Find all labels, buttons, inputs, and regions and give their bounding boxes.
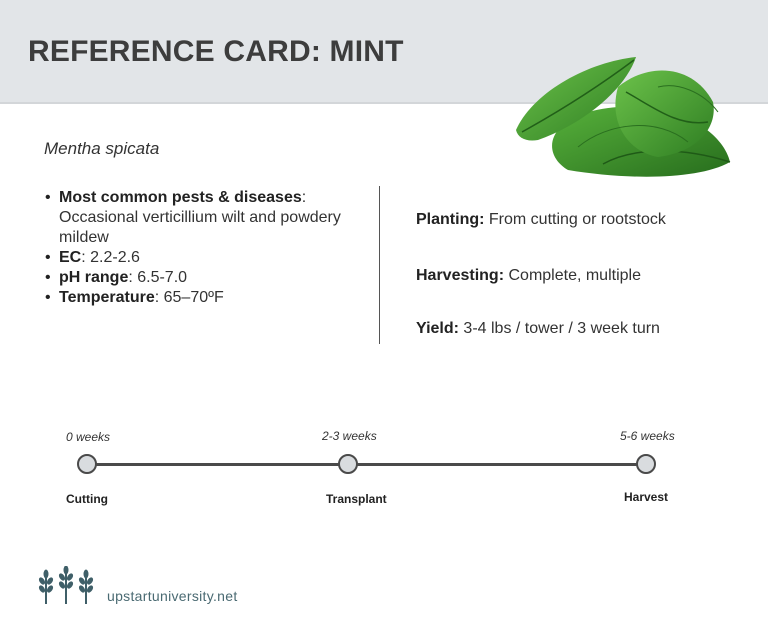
column-divider (379, 186, 380, 344)
ph-value: 6.5-7.0 (137, 269, 188, 286)
timeline-line (87, 463, 647, 466)
timeline-weeks-middle: 2-3 weeks (322, 429, 377, 443)
temperature-value: 65–70ºF (163, 289, 224, 306)
planting-value: From cutting or rootstock (488, 211, 666, 228)
timeline-weeks-end: 5-6 weeks (620, 429, 675, 443)
yield-label: Yield: (416, 320, 459, 337)
harvesting-info (416, 265, 686, 286)
ec-value: 2.2-2.6 (90, 249, 140, 266)
timeline-dot-start (77, 454, 97, 474)
harvesting-value: Complete, multiple (508, 267, 641, 284)
planting-label: Planting: (416, 211, 485, 228)
pests-value: Occasional verticillium wilt and powdery mildew (59, 209, 341, 246)
list-item-ec: • EC: 2.2-2.6 (44, 248, 344, 268)
temperature-label: Temperature (59, 289, 155, 306)
timeline-dot-middle (338, 454, 358, 474)
ph-label: pH range (59, 269, 129, 286)
website-link[interactable]: upstartuniversity.net (107, 588, 238, 604)
timeline-dot-end (636, 454, 656, 474)
timeline-stage-middle: Transplant (326, 492, 387, 506)
yield-info (416, 318, 686, 339)
list-item-temperature: • Temperature: 65–70ºF (44, 288, 344, 308)
list-item-ph: • pH range: 6.5-7.0 (44, 268, 344, 288)
pests-label: Most common pests & diseases (59, 189, 302, 206)
timeline-weeks-start: 0 weeks (66, 430, 111, 444)
timeline-stage-start: Cutting (66, 492, 108, 506)
details-list (44, 188, 344, 308)
page-title: REFERENCE CARD: MINT (28, 35, 404, 68)
planting-info (416, 209, 686, 230)
list-item-pests: • Most common pests & diseases: Occasional verticillium wilt and powdery mildew (44, 188, 344, 248)
ec-label: EC (59, 249, 82, 266)
wheat-stalks-icon (36, 566, 98, 606)
timeline-stage-end: Harvest (624, 490, 669, 504)
scientific-name: Mentha spicata (44, 139, 160, 158)
harvesting-label: Harvesting: (416, 267, 505, 284)
mint-leaves-image (508, 52, 738, 182)
yield-value: 3-4 lbs / tower / 3 week turn (463, 320, 660, 337)
growth-timeline (0, 400, 768, 520)
